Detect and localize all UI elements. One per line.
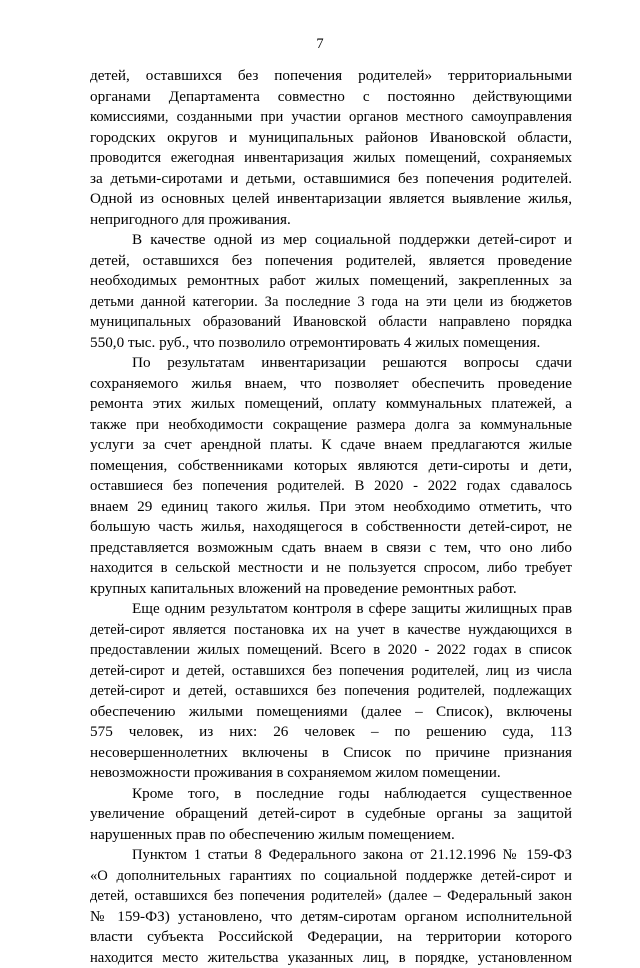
text-line: проводится ежегодная инвентаризация жилых помещений, сохраняемых xyxy=(90,148,572,169)
page-number: 7 xyxy=(0,36,640,52)
body-text xyxy=(90,66,572,968)
text-line: за детьми-сиротами и детьми, оставшимися без попечения родителей. xyxy=(90,169,572,190)
paragraph xyxy=(90,845,572,968)
text-line: невозможности проживания в сохраняемом жилом помещении. xyxy=(90,763,572,784)
text-line: ремонта этих жилых помещений, оплату коммунальных платежей, а xyxy=(90,394,572,415)
text-line: помещения, собственниками которых являются дети-сироты и дети, xyxy=(90,456,572,477)
text-line: детей, оставшихся без попечения родителей, является проведение xyxy=(90,251,572,272)
text-line: детей-сирот и детей, оставшихся без попечения родителей, лиц из числа xyxy=(90,661,572,682)
paragraph xyxy=(90,784,572,846)
text-line: Пунктом 1 статьи 8 Федерального закона от 21.12.1996 № 159-ФЗ xyxy=(90,845,572,866)
text-line: также при необходимости сокращение размера долга за коммунальные xyxy=(90,415,572,436)
text-line: 550,0 тыс. руб., что позволило отремонтировать 4 жилых помещения. xyxy=(90,333,572,354)
text-line: увеличение обращений детей-сирот в судебные органы за защитой xyxy=(90,804,572,825)
text-line: органами Департамента совместно с постоянно действующими xyxy=(90,87,572,108)
text-line: детьми данной категории. За последние 3 года на эти цели из бюджетов xyxy=(90,292,572,313)
text-line: несовершеннолетних включены в Список по причине признания xyxy=(90,743,572,764)
text-line: оставшиеся без попечения родителей. В 2020 - 2022 годах сдавалось xyxy=(90,476,572,497)
text-line: городских округов и муниципальных районов Ивановской области, xyxy=(90,128,572,149)
paragraph xyxy=(90,353,572,599)
text-line: предоставлении жилых помещений. Всего в 2020 - 2022 годах в список xyxy=(90,640,572,661)
paragraph xyxy=(90,230,572,353)
text-line: необходимых ремонтных работ жилых помещений, закрепленных за xyxy=(90,271,572,292)
text-line: находится место жительства указанных лиц, в порядке, установленном xyxy=(90,948,572,968)
text-line: власти субъекта Российской Федерации, на территории которого xyxy=(90,927,572,948)
text-line: детей, оставшихся без попечения родителей» (далее – Федеральный закон xyxy=(90,886,572,907)
text-line: непригодного для проживания. xyxy=(90,210,572,231)
text-line: детей, оставшихся без попечения родителей» территориальными xyxy=(90,66,572,87)
text-line: внаем 29 единиц такого жилья. При этом необходимо отметить, что xyxy=(90,497,572,518)
paragraph xyxy=(90,66,572,230)
text-line: большую часть жилья, находящегося в собственности детей-сирот, не xyxy=(90,517,572,538)
text-line: комиссиями, созданными при участии органов местного самоуправления xyxy=(90,107,572,128)
text-line: По результатам инвентаризации решаются вопросы сдачи xyxy=(90,353,572,374)
text-line: детей-сирот и детей, оставшихся без попечения родителей, подлежащих xyxy=(90,681,572,702)
text-line: Кроме того, в последние годы наблюдается существенное xyxy=(90,784,572,805)
text-line: обеспечению жилыми помещениями (далее – Список), включены xyxy=(90,702,572,723)
text-line: крупных капитальных вложений на проведение ремонтных работ. xyxy=(90,579,572,600)
text-line: «О дополнительных гарантиях по социальной поддержке детей-сирот и xyxy=(90,866,572,887)
text-line: нарушенных прав по обеспечению жилым помещением. xyxy=(90,825,572,846)
text-line: услуги за счет арендной платы. К сдаче внаем предлагаются жилые xyxy=(90,435,572,456)
text-line: детей-сирот является постановка их на учет в качестве нуждающихся в xyxy=(90,620,572,641)
text-line: представляется возможным сдать внаем в связи с тем, что оно либо xyxy=(90,538,572,559)
text-line: Еще одним результатом контроля в сфере защиты жилищных прав xyxy=(90,599,572,620)
text-line: Одной из основных целей инвентаризации является выявление жилья, xyxy=(90,189,572,210)
text-line: 575 человек, из них: 26 человек – по решению суда, 113 xyxy=(90,722,572,743)
paragraph xyxy=(90,599,572,784)
text-line: сохраняемого жилья внаем, что позволяет обеспечить проведение xyxy=(90,374,572,395)
text-line: № 159-ФЗ) установлено, что детям-сиротам органом исполнительной xyxy=(90,907,572,928)
text-line: муниципальных образований Ивановской области направлено порядка xyxy=(90,312,572,333)
text-line: находится в сельской местности и не пользуется спросом, либо требует xyxy=(90,558,572,579)
text-line: В качестве одной из мер социальной поддержки детей-сирот и xyxy=(90,230,572,251)
